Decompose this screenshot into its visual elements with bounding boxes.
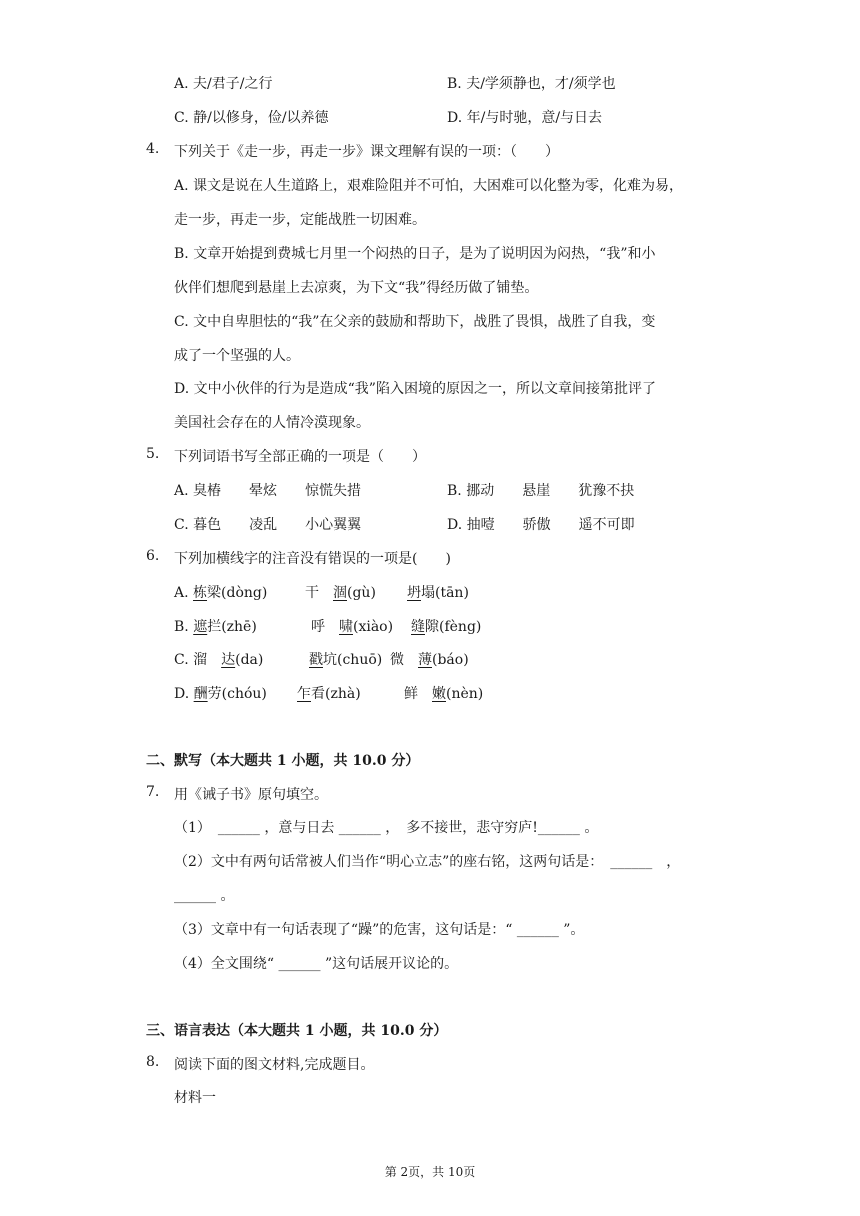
q7-number: 7. — [146, 784, 160, 800]
underlined-char: 缝 — [411, 619, 425, 635]
underlined-char: 乍 — [297, 686, 311, 702]
section-2-heading — [146, 750, 419, 770]
page-footer: 第 2页，共 10页 — [384, 1165, 476, 1179]
q6-option-a — [174, 582, 267, 602]
q6-option-d-word2 — [297, 683, 361, 703]
question-count: 1 — [304, 1023, 315, 1039]
q5-option-c: C. 暮色 凌乱 小心翼翼 — [174, 517, 362, 533]
q8-material-label: 材料一 — [174, 1090, 216, 1106]
plain-char: 微 — [390, 652, 418, 668]
heading-text: 分） — [414, 1023, 448, 1039]
q3-option-c: C. 静/以修身，俭/以养德 — [174, 110, 329, 126]
q7-stem: 用《诫子书》原句填空。 — [174, 787, 328, 803]
underlined-char: 戳 — [309, 652, 323, 668]
q3-option-a: A. 夫/君子/之行 — [174, 76, 273, 92]
heading-text: 三、语言表达（本大题共 — [146, 1023, 305, 1039]
q4-option-a-line2: 走一步，再走一步，定能战胜一切困难。 — [174, 212, 426, 228]
q5-number: 5. — [146, 446, 160, 462]
section-3-heading — [146, 1020, 447, 1040]
q6-option-a-word3 — [407, 582, 469, 602]
q7-part-2-line2: ______ 。 — [174, 888, 235, 904]
q4-option-c-line1: C. 文中自卑胆怯的“我”在父亲的鼓励和帮助下，战胜了畏惧，战胜了自我，变 — [174, 314, 656, 330]
q5-option-a: A. 臭椿 晕炫 惊慌失措 — [174, 483, 362, 499]
q5-option-d: D. 抽噎 骄傲 遥不可即 — [447, 517, 635, 533]
pinyin: 梁(dòng) — [207, 585, 268, 601]
pinyin: 拦(zhē) — [207, 619, 257, 635]
pinyin: (da) — [235, 652, 264, 668]
q6-option-b-word2 — [311, 616, 393, 636]
q6-option-c-word2 — [309, 649, 382, 669]
underlined-char: 嫩 — [432, 686, 446, 702]
q8-stem: 阅读下面的图文材料,完成题目。 — [174, 1057, 375, 1073]
pinyin: (xiào) — [353, 619, 394, 635]
q6-option-b-word3 — [411, 616, 481, 636]
underlined-char: 啸 — [339, 619, 353, 635]
option-label: D. — [174, 686, 190, 702]
pinyin: 坑(chuō) — [323, 652, 383, 668]
q3-option-d: D. 年/与时驰，意/与日去 — [447, 110, 603, 126]
plain-char: 鲜 — [404, 686, 432, 702]
q6-option-b — [174, 616, 257, 636]
section-score: 10.0 — [380, 1023, 415, 1039]
q4-option-b-line1: B. 文章开始提到费城七月里一个闷热的日子，是为了说明因为闷热，“我”和小 — [174, 246, 656, 262]
q4-option-c-line2: 成了一个坚强的人。 — [174, 348, 300, 364]
pinyin: 劳(chóu) — [207, 686, 267, 702]
option-label: A. — [174, 585, 189, 601]
q4-stem: 下列关于《走一步，再走一步》课文理解有误的一项：（ ） — [174, 144, 559, 160]
heading-text: 小题，共 — [314, 1023, 381, 1039]
q4-option-d-line1: D. 文中小伙伴的行为是造成“我”陷入困境的原因之一，所以文章间接第批评了 — [174, 381, 656, 397]
underlined-char: 达 — [221, 652, 236, 668]
q6-option-d-word3 — [404, 683, 483, 703]
q5-option-b: B. 挪动 悬崖 犹豫不抉 — [447, 483, 635, 499]
plain-char: 溜 — [193, 652, 222, 668]
pinyin: (gù) — [347, 585, 376, 601]
q6-number: 6. — [146, 548, 160, 564]
q7-part-4: （4）全文围绕“ ______ ”这句话展开议论的。 — [174, 956, 459, 972]
q6-option-c-word3 — [390, 649, 469, 669]
pinyin: 塌(tān) — [421, 585, 469, 601]
underlined-char: 薄 — [418, 652, 432, 668]
section-score: 10.0 — [352, 753, 387, 769]
heading-text: 分） — [386, 753, 420, 769]
underlined-char: 坍 — [407, 585, 421, 601]
q5-stem: 下列词语书写全部正确的一项是（ ） — [174, 449, 426, 465]
q4-option-d-line2: 美国社会存在的人情冷漠现象。 — [174, 415, 370, 431]
q4-option-a-line1: A. 课文是说在人生道路上，艰难险阻并不可怕，大困难可以化整为零，化难为易， — [174, 178, 684, 194]
q6-option-c — [174, 649, 263, 669]
underlined-char: 栋 — [193, 585, 208, 601]
heading-text: 小题，共 — [286, 753, 353, 769]
q7-part-1: （1） ______ ，意与日去 ______ ， 多不接世，悲守穷庐!______ 。 — [174, 820, 599, 836]
plain-char: 呼 — [311, 619, 339, 635]
q3-option-b: B. 夫/学须静也，才/须学也 — [447, 76, 616, 92]
pinyin: 隙(fèng) — [425, 619, 482, 635]
heading-text: 二、默写（本大题共 — [146, 753, 277, 769]
q4-option-b-line2: 伙伴们想爬到悬崖上去凉爽，为下文“我”得经历做了铺垫。 — [174, 280, 539, 296]
q4-number: 4. — [146, 141, 160, 157]
option-label: B. — [174, 619, 189, 635]
q6-option-a-word2 — [305, 582, 376, 602]
underlined-char: 遮 — [193, 619, 208, 635]
option-label: C. — [174, 652, 189, 668]
pinyin: 看(zhà) — [311, 686, 361, 702]
pinyin: (báo) — [432, 652, 469, 668]
q7-part-2-line1: （2）文中有两句话常被人们当作“明心立志”的座右铭，这两句话是： ______ ， — [174, 854, 681, 870]
q6-option-d — [174, 683, 267, 703]
underlined-char: 酬 — [193, 686, 208, 702]
q8-number: 8. — [146, 1054, 160, 1070]
q7-part-3: （3）文章中有一句话表现了“躁”的危害，这句话是：“ ______ ”。 — [174, 922, 585, 938]
underlined-char: 涸 — [333, 585, 347, 601]
q6-stem: 下列加横线字的注音没有错误的一项是( ) — [174, 551, 451, 567]
pinyin: (nèn) — [446, 686, 484, 702]
plain-char: 干 — [305, 585, 333, 601]
question-count: 1 — [276, 753, 287, 769]
